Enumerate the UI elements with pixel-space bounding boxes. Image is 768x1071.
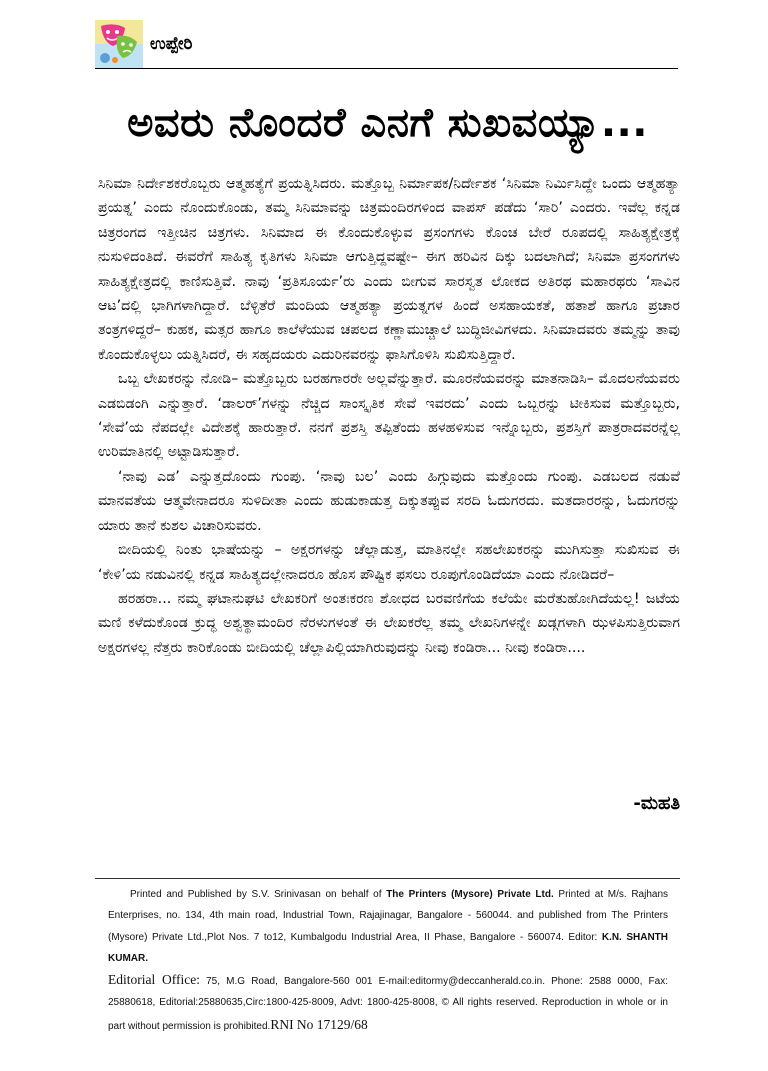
editorial-office-label: Editorial Office: — [108, 972, 200, 988]
editorial-office-details: 75, M.G Road, Bangalore-560 001 E-mail:editormy@deccanherald.co.in. Phone: 2588 0000, Fax: 25880618, Editorial:25880635,Circ:1800-425-8009, Advt: 1800-425-8008, © All rights reserved. Reproduction in whole or in part without permission is prohibited. — [108, 976, 668, 1032]
publisher-name: The Printers (Mysore) Private Ltd. — [386, 889, 554, 900]
author-signature: -ಮಹತಿ — [633, 793, 680, 814]
article-paragraph: ಸಿನಿಮಾ ನಿರ್ದೇಶಕರೊಬ್ಬರು ಆತ್ಮಹತ್ಯೆಗೆ ಪ್ರಯತ್ನಿಸಿದರು. ಮತ್ತೊಬ್ಬ ನಿರ್ಮಾಪಕ/ನಿರ್ದೇಶಕ ‘ಸಿನಿಮಾ ನಿರ್ಮಿಸಿದ್ದೇ ಒಂದು ಆತ್ಮಹತ್ಯಾ ಪ್ರಯತ್ನ’ ಎಂದು ನೊಂದುಕೊಂಡು, ತಮ್ಮ ಸಿನಿಮಾವನ್ನು ಚಿತ್ರಮಂದಿರಗಳಿಂದ ವಾಪಸ್ ಪಡೆದು ‘ಸಾರಿ’ ಎಂದರು. ಇವೆಲ್ಲ ಕನ್ನಡ ಚಿತ್ರರಂಗದ ಇತ್ತೀಚಿನ ಚಿತ್ರಗಳು. ಸಿನಿಮಾದ ಈ ಕೊಂದುಕೊಳ್ಳುವ ಪ್ರಸಂಗಗಳು ಕೊಂಚ ಬೇರೆ ರೂಪದಲ್ಲಿ ಸಾಹಿತ್ಯಕ್ಷೇತ್ರಕ್ಕೆ ನುಸುಳಿದಂತಿದೆ. ಈವರೆಗೆ ಸಾಹಿತ್ಯ ಕೃತಿಗಳು ಸಿನಿಮಾ ಆಗುತ್ತಿದ್ದವಷ್ಟೇ– ಈಗ ಹರಿವಿನ ದಿಕ್ಕು ಬದಲಾಗಿದೆ; ಸಿನಿಮಾ ಪ್ರಸಂಗಗಳು ಸಾಹಿತ್ಯಕ್ಷೇತ್ರದಲ್ಲಿ ಕಾಣಿಸುತ್ತಿವೆ. ನಾವು ‘ಪ್ರತಿಸೂರ್ಯ’ರು ಎಂದು ಬೀಗುವ ಸಾರಸ್ವತ ಲೋಕದ ಅತಿರಥ ಮಹಾರಥರು ‘ಸಾವಿನ ಆಟ’ದಲ್ಲಿ ಭಾಗಿಗಳಾಗಿದ್ದಾರೆ. ಬೆಳ್ಳಿತೆರೆ ಮಂದಿಯ ಆತ್ಮಹತ್ಯಾ ಪ್ರಯತ್ನಗಳ ಹಿಂದೆ ಅಸಹಾಯಕತೆ, ಹತಾಶೆ ಹಾಗೂ ಪ್ರಚಾರ ತಂತ್ರಗಳಿದ್ದರೆ– ಕುಹಕ, ಮತ್ಸರ ಹಾಗೂ ಕಾಲೆಳೆಯುವ ಚಪಲದ ಕಣ್ಣಾಮುಚ್ಚಾಲೆ ಬುದ್ಧಿಜೀವಿಗಳದು. ಸಿನಿಮಾದವರು ತಮ್ಮನ್ನು ತಾವು ಕೊಂದುಕೊಳ್ಳಲು ಯತ್ನಿಸಿದರೆ, ಈ ಸಹೃದಯರು ಎದುರಿನವರನ್ನು ಫಾಸಿಗೊಳಿಸಿ ಸುಖಿಸುತ್ತಿದ್ದಾರೆ. — [98, 176, 680, 363]
article-title: ಅವರು ನೊಂದರೆ ಎನಗೆ ಸುಖವಯ್ಯಾ... — [127, 100, 648, 146]
theatre-masks-logo — [95, 20, 143, 68]
section-label: ಉಪ್ಪೇರಿ — [150, 34, 193, 54]
imprint-details: Printed at M/s. Rajhans Enterprises, no. 134, 4th main road, Industrial Town, Rajajinagar, Bangalore - 560044. and published from The Printers (Mysore) Private Ltd.,Plot Nos. 7 to12, Kumbalgodu Industrial Area, II Phase, Bangalore - 560074. Editor: — [108, 889, 669, 943]
editor-name: K.N. SHANTH KUMAR. — [108, 931, 668, 964]
rni-number: RNI No 17129/68 — [270, 1016, 368, 1032]
article-body — [98, 172, 680, 660]
imprint-text — [108, 884, 668, 969]
article-paragraph: ‘ನಾವು ಎಡ’ ಎನ್ನುತ್ತದೊಂದು ಗುಂಪು. ‘ನಾವು ಬಲ’ ಎಂದು ಹಿಗ್ಗುವುದು ಮತ್ತೊಂದು ಗುಂಪು. ಎಡಬಲದ ನಡುವೆ ಮಾನವತೆಯ ಆತ್ಮವೇನಾದರೂ ಸುಳಿದೀತಾ ಎಂದು ಹುಡುಕಾಡುತ್ತ ದಿಕ್ಕುತಪ್ಪುವ ಸರದಿ ಓದುಗರದು. ಮತದಾರರನ್ನು, ಓದುಗರನ್ನು ಯಾರು ತಾನೆ ಕುಶಲ ವಿಚಾರಿಸುವರು. — [98, 468, 680, 534]
imprint-footer — [108, 884, 668, 1037]
page-header — [95, 20, 678, 70]
imprint-intro: Printed and Published by S.V. Srinivasan on behalf of — [130, 889, 387, 900]
article-paragraph: ಬೀದಿಯಲ್ಲಿ ನಿಂತು ಭಾಷೆಯನ್ನು – ಅಕ್ಷರಗಳನ್ನು ಚೆಲ್ಲಾಡುತ್ತ, ಮಾತಿನಲ್ಲೇ ಸಹಲೇಖಕರನ್ನು ಮುಗಿಸುತ್ತಾ ಸುಖಿಸುವ ಈ ‘ಕೇಳಿ’ಯ ನಡುವಿನಲ್ಲಿ ಕನ್ನಡ ಸಾಹಿತ್ಯದಲ್ಲೇನಾದರೂ ಹೊಸ ಪೌಷ್ಟಿಕ ಫಸಲು ರೂಪುಗೊಂಡಿದೆಯಾ ಎಂದು ನೋಡಿದರೆ– — [98, 542, 680, 583]
header-divider — [95, 68, 678, 69]
footer-divider — [95, 878, 680, 879]
editorial-office — [108, 969, 668, 1037]
article-paragraph: ಒಬ್ಬ ಲೇಖಕರನ್ನು ನೋಡಿ– ಮತ್ತೊಬ್ಬರು ಬರಹಗಾರರೇ ಅಲ್ಲವೆನ್ನುತ್ತಾರೆ. ಮೂರನೆಯವರನ್ನು ಮಾತನಾಡಿಸಿ– ಮೊದಲನೆಯವರು ಎಡಬಿಡಂಗಿ ಎನ್ನುತ್ತಾರೆ. ‘ಡಾಲರ್’ಗಳನ್ನು ನೆಚ್ಚಿದ ಸಾಂಸ್ಕೃತಿಕ ಸೇವೆ ಇವರದು’ ಎಂದು ಒಬ್ಬರನ್ನು ಟೀಕಿಸುವ ಮತ್ತೊಬ್ಬರು, ‘ಸೇವೆ’ಯ ನೆಪದಲ್ಲೇ ವಿದೇಶಕ್ಕೆ ಹಾರುತ್ತಾರೆ. ನನಗೆ ಪ್ರಶಸ್ತಿ ತಪ್ಪಿತೆಂದು ಹಳಹಳಿಸುವ ಇನ್ನೊಬ್ಬರು, ಪ್ರಶಸ್ತಿಗೆ ಪಾತ್ರರಾದವರನ್ನೆಲ್ಲ ಉರಿಮಾತಿನಲ್ಲಿ ಅಟ್ಟಾಡಿಸುತ್ತಾರೆ. — [98, 371, 680, 461]
article-paragraph: ಹರಹರಾ... ನಮ್ಮ ಘಟಾನುಘಟಿ ಲೇಖಕರಿಗೆ ಅಂತಃಕರಣ ಶೋಧದ ಬರವಣಿಗೆಯ ಕಲೆಯೇ ಮರೆತುಹೋಗಿದೆಯಲ್ಲ! ಜಟೆಯ ಮಣಿ ಕಳೆದುಕೊಂಡ ಕ್ರುದ್ಧ ಅಶ್ವತ್ಥಾಮಂದಿರ ನೆರಳುಗಳಂತೆ ಈ ಲೇಖಕರೆಲ್ಲ ತಮ್ಮ ಲೇಖನಿಗಳನ್ನೇ ಖಡ್ಗಗಳಾಗಿ ಝಳಪಿಸುತ್ತಿರುವಾಗ ಅಕ್ಷರಗಳಲ್ಲ ನೆತ್ತರು ಕಾರಿಕೊಂಡು ಬೀದಿಯಲ್ಲಿ ಚೆಲ್ಲಾಪಿಲ್ಲಿಯಾಗಿರುವುದನ್ನು ನೀವು ಕಂಡಿರಾ... ನೀವು ಕಂಡಿರಾ.... — [98, 590, 680, 656]
